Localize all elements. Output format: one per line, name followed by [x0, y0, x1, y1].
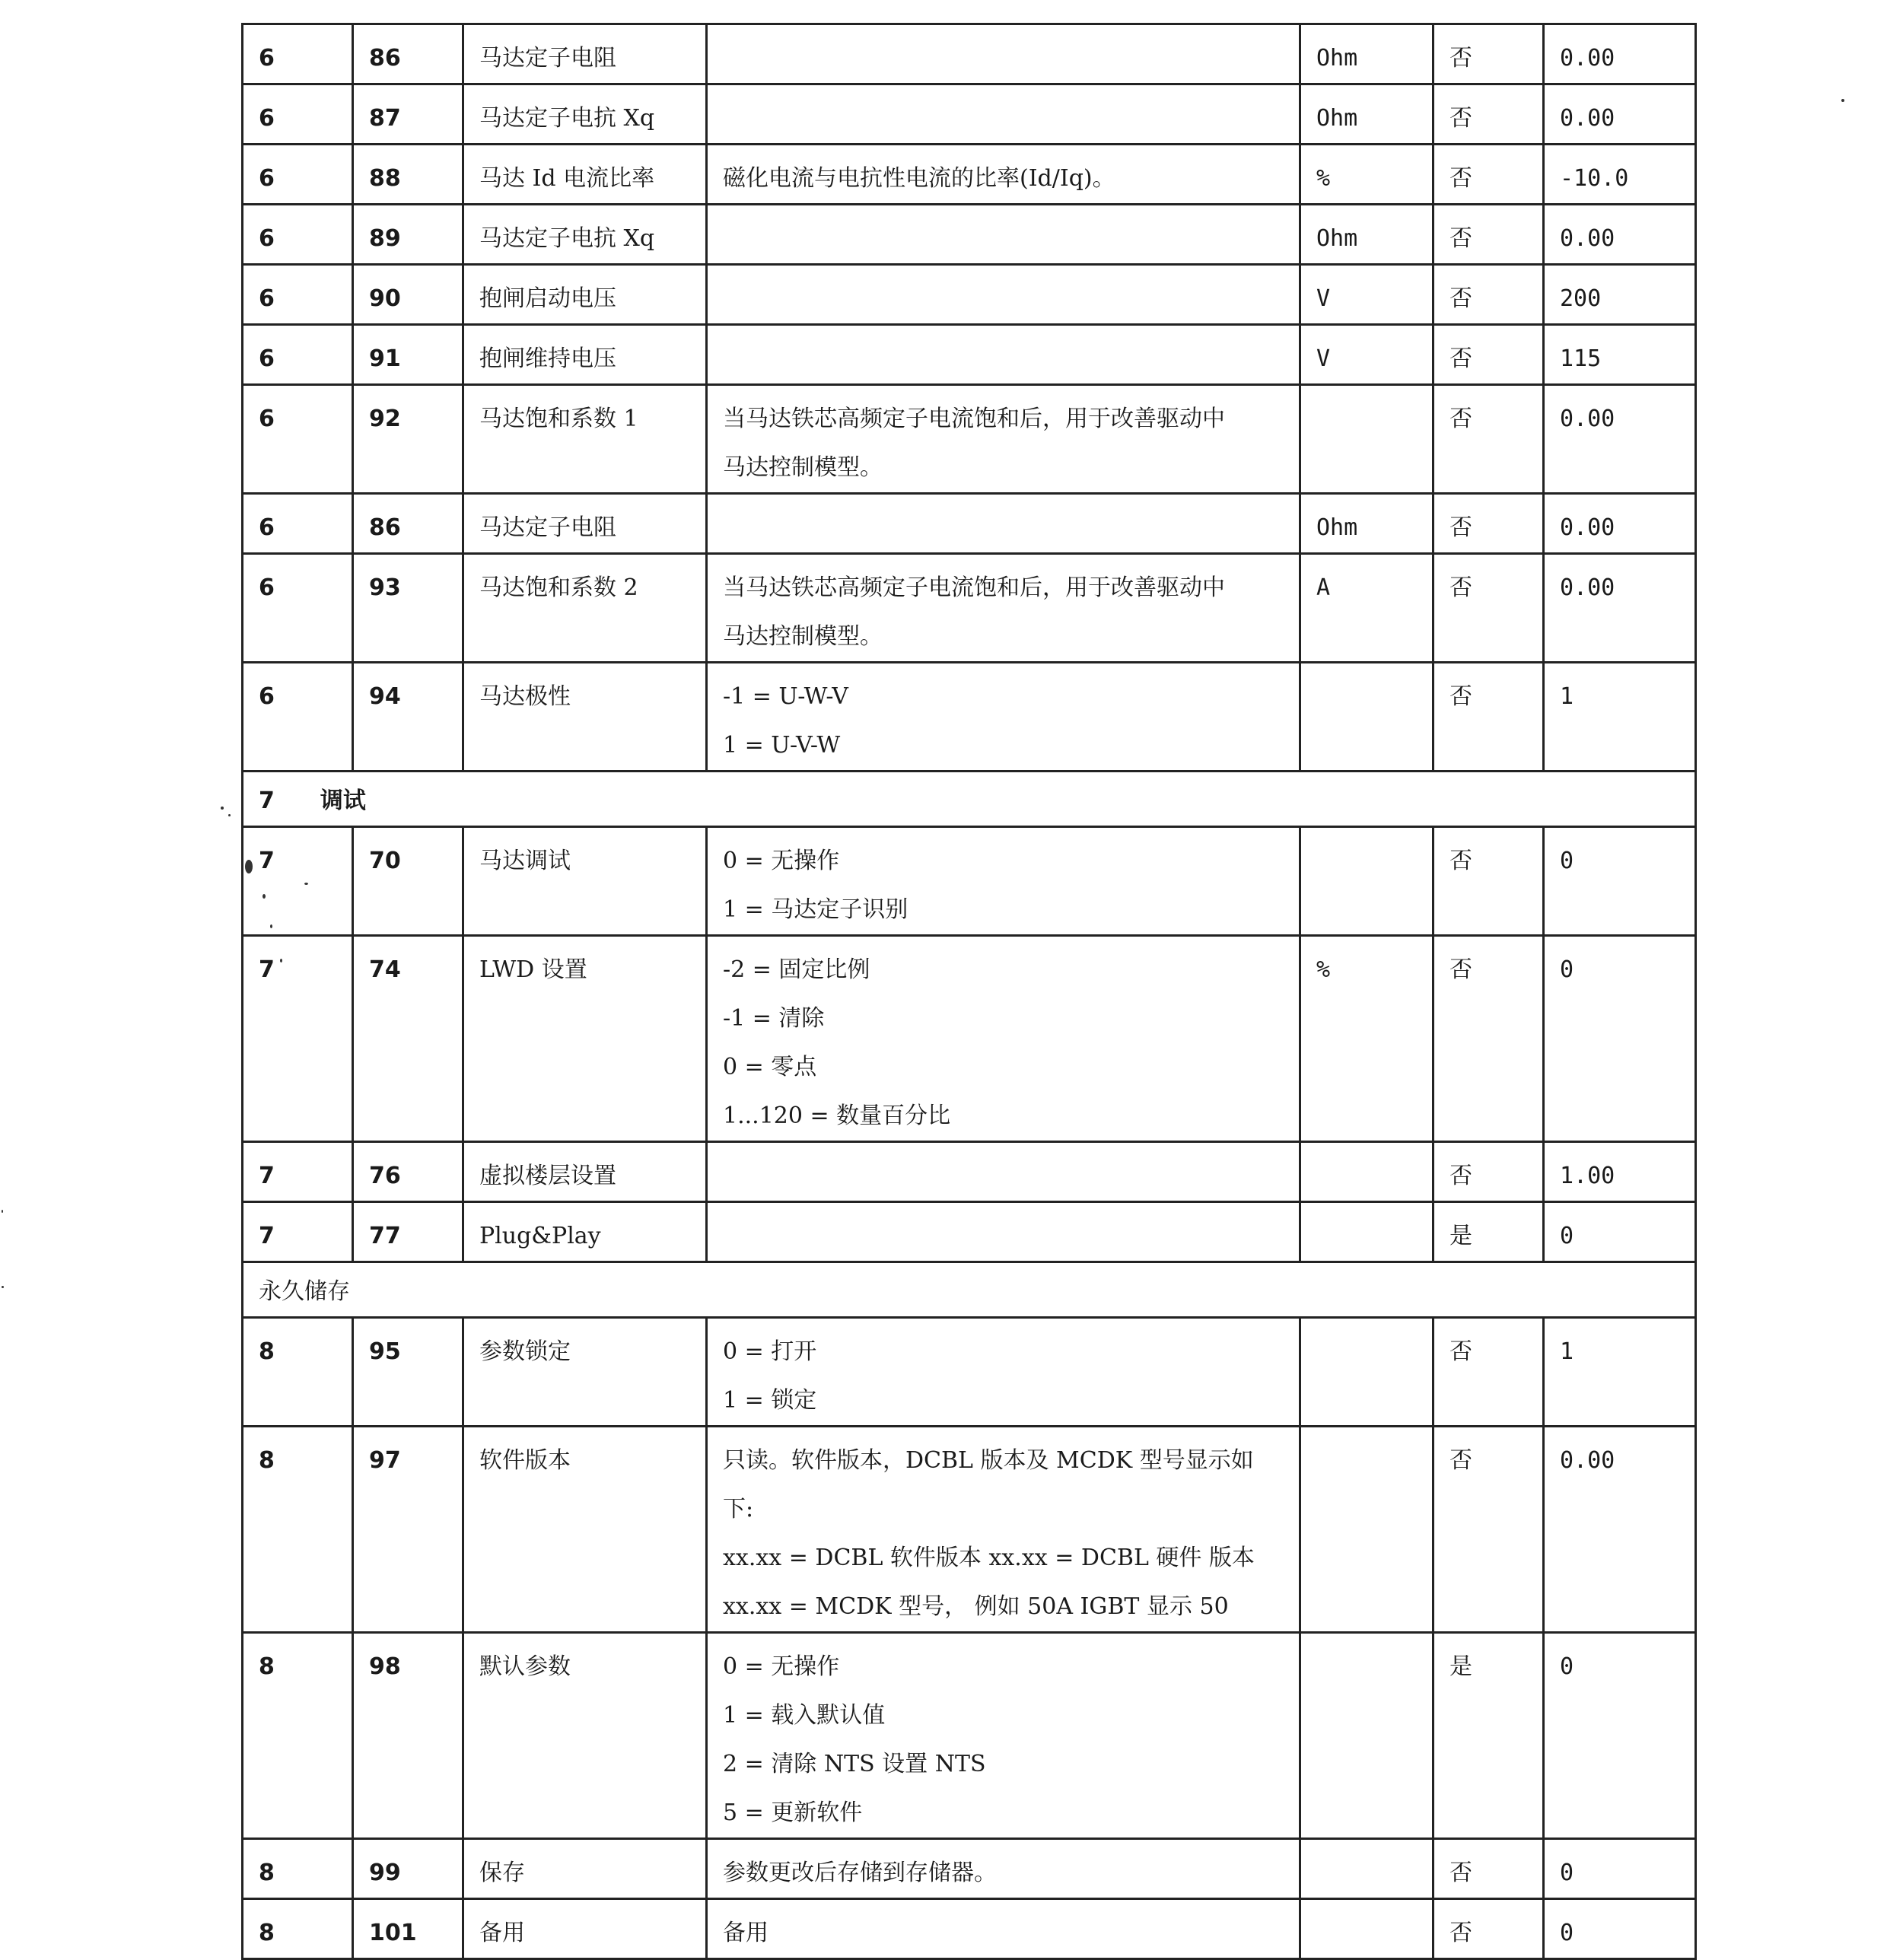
- description-line: 备用: [723, 1920, 768, 1946]
- default-value-cell: 0.00: [1544, 385, 1696, 494]
- parameter-number-cell: 99: [353, 1839, 463, 1899]
- description-line: 1 = 锁定: [723, 1387, 817, 1414]
- parameter-number-cell: 98: [353, 1633, 463, 1839]
- save-flag-cell: 否: [1434, 24, 1544, 84]
- parameter-number-cell: 94: [353, 663, 463, 772]
- table-row: [243, 84, 1696, 145]
- description-cell: [707, 663, 1300, 772]
- group-cell: 8: [243, 1427, 353, 1633]
- default-value-cell: 200: [1544, 265, 1696, 325]
- group-cell: 6: [243, 84, 353, 145]
- group-cell: 7: [243, 827, 353, 936]
- unit-cell: [1300, 663, 1434, 772]
- section-title: 永久储存: [259, 1278, 350, 1305]
- parameter-number-cell: 93: [353, 554, 463, 663]
- table-row: [243, 1839, 1696, 1899]
- description-cell: [707, 936, 1300, 1142]
- table-row: [243, 554, 1696, 663]
- parameter-number-cell: 89: [353, 205, 463, 265]
- description-line: 当马达铁芯高频定子电流饱和后，用于改善驱动中: [723, 574, 1225, 601]
- table-row: [243, 1142, 1696, 1202]
- parameter-number-cell: 74: [353, 936, 463, 1142]
- description-line: 马达控制模型。: [723, 623, 883, 650]
- unit-cell: [1300, 1142, 1434, 1202]
- unit-cell: A: [1300, 554, 1434, 663]
- save-flag-cell: 否: [1434, 385, 1544, 494]
- scan-speck: [2, 1210, 3, 1213]
- default-value-cell: 0: [1544, 1839, 1696, 1899]
- scan-speck: [221, 807, 224, 810]
- group-cell: 6: [243, 494, 353, 554]
- parameter-name-cell: 马达定子电抗 Xq: [463, 205, 707, 265]
- parameter-document: [241, 23, 1694, 1960]
- group-cell: 8: [243, 1633, 353, 1839]
- description-line: 0 = 无操作: [723, 848, 840, 874]
- parameter-name-cell: 备用: [463, 1899, 707, 1959]
- save-flag-cell: 否: [1434, 663, 1544, 772]
- scan-speck: [304, 883, 308, 885]
- description-cell: [707, 1633, 1300, 1839]
- group-cell: 8: [243, 1839, 353, 1899]
- default-value-cell: 0.00: [1544, 494, 1696, 554]
- table-row: [243, 24, 1696, 84]
- parameter-name-cell: 抱闸启动电压: [463, 265, 707, 325]
- unit-cell: [1300, 1839, 1434, 1899]
- default-value-cell: 1: [1544, 1318, 1696, 1427]
- default-value-cell: -10.0: [1544, 145, 1696, 205]
- description-cell: [707, 1202, 1300, 1262]
- parameter-number-cell: 92: [353, 385, 463, 494]
- table-row: [243, 1899, 1696, 1959]
- description-line: -2 = 固定比例: [723, 956, 870, 983]
- save-flag-cell: 否: [1434, 325, 1544, 385]
- group-cell: 6: [243, 145, 353, 205]
- parameter-name-cell: 抱闸维持电压: [463, 325, 707, 385]
- parameter-table: [241, 23, 1697, 1960]
- default-value-cell: 1: [1544, 663, 1696, 772]
- group-cell: 6: [243, 205, 353, 265]
- description-line: 1 = 载入默认值: [723, 1702, 886, 1729]
- unit-cell: [1300, 1202, 1434, 1262]
- scan-speck: [245, 860, 253, 873]
- save-flag-cell: 否: [1434, 145, 1544, 205]
- parameter-number-cell: 76: [353, 1142, 463, 1202]
- parameter-name-cell: 马达定子电阻: [463, 494, 707, 554]
- scan-speck: [2, 1286, 4, 1288]
- parameter-number-cell: 70: [353, 827, 463, 936]
- description-line: 2 = 清除 NTS 设置 NTS: [723, 1751, 986, 1777]
- unit-cell: V: [1300, 265, 1434, 325]
- save-flag-cell: 否: [1434, 827, 1544, 936]
- parameter-name-cell: LWD 设置: [463, 936, 707, 1142]
- default-value-cell: 0: [1544, 1633, 1696, 1839]
- group-cell: 7: [243, 1142, 353, 1202]
- parameter-number-cell: 86: [353, 494, 463, 554]
- table-row: [243, 205, 1696, 265]
- description-cell: [707, 84, 1300, 145]
- save-flag-cell: 否: [1434, 554, 1544, 663]
- save-flag-cell: 否: [1434, 494, 1544, 554]
- description-line: 磁化电流与电抗性电流的比率(Id/Iq)。: [723, 165, 1115, 192]
- scan-speck: [1841, 99, 1844, 102]
- default-value-cell: 0.00: [1544, 1427, 1696, 1633]
- table-row: [243, 385, 1696, 494]
- parameter-number-cell: 77: [353, 1202, 463, 1262]
- parameter-number-cell: 95: [353, 1318, 463, 1427]
- save-flag-cell: 否: [1434, 1839, 1544, 1899]
- description-line: xx.xx = DCBL 软件版本 xx.xx = DCBL 硬件 版本: [723, 1545, 1255, 1571]
- group-cell: 6: [243, 325, 353, 385]
- unit-cell: Ohm: [1300, 205, 1434, 265]
- table-row: [243, 1633, 1696, 1839]
- parameter-name-cell: 马达定子电抗 Xq: [463, 84, 707, 145]
- table-row: [243, 265, 1696, 325]
- description-line: 1...120 = 数量百分比: [723, 1102, 951, 1129]
- unit-cell: [1300, 1899, 1434, 1959]
- description-cell: [707, 325, 1300, 385]
- description-cell: [707, 1839, 1300, 1899]
- save-flag-cell: 否: [1434, 1899, 1544, 1959]
- section-heading: [243, 1262, 1696, 1318]
- group-cell: 7: [243, 936, 353, 1142]
- unit-cell: V: [1300, 325, 1434, 385]
- group-cell: 6: [243, 554, 353, 663]
- group-cell: 7: [243, 1202, 353, 1262]
- table-row: [243, 936, 1696, 1142]
- default-value-cell: 0: [1544, 1202, 1696, 1262]
- unit-cell: [1300, 827, 1434, 936]
- description-cell: [707, 145, 1300, 205]
- description-cell: [707, 1427, 1300, 1633]
- save-flag-cell: 否: [1434, 265, 1544, 325]
- table-row: [243, 494, 1696, 554]
- parameter-name-cell: 马达极性: [463, 663, 707, 772]
- section-heading: [243, 772, 1696, 827]
- default-value-cell: 0: [1544, 1899, 1696, 1959]
- description-line: 1 = 马达定子识别: [723, 896, 908, 923]
- unit-cell: Ohm: [1300, 24, 1434, 84]
- save-flag-cell: 否: [1434, 205, 1544, 265]
- description-cell: [707, 1899, 1300, 1959]
- description-line: -1 = 清除: [723, 1005, 825, 1032]
- default-value-cell: 0.00: [1544, 84, 1696, 145]
- description-cell: [707, 1142, 1300, 1202]
- unit-cell: %: [1300, 145, 1434, 205]
- description-line: 参数更改后存储到存储器。: [723, 1860, 997, 1886]
- description-line: 0 = 无操作: [723, 1653, 840, 1680]
- scan-speck: [280, 959, 282, 963]
- save-flag-cell: 是: [1434, 1202, 1544, 1262]
- parameter-name-cell: 默认参数: [463, 1633, 707, 1839]
- group-cell: 8: [243, 1318, 353, 1427]
- default-value-cell: 0: [1544, 936, 1696, 1142]
- description-cell: [707, 827, 1300, 936]
- description-cell: [707, 24, 1300, 84]
- description-cell: [707, 265, 1300, 325]
- table-row: [243, 325, 1696, 385]
- parameter-table-body: [243, 24, 1696, 1959]
- unit-cell: [1300, 385, 1434, 494]
- description-line: 0 = 零点: [723, 1054, 817, 1080]
- description-line: 只读。软件版本，DCBL 版本及 MCDK 型号显示如下:: [723, 1447, 1254, 1522]
- section-title: 调试: [320, 788, 366, 814]
- table-row: [243, 1427, 1696, 1633]
- parameter-number-cell: 87: [353, 84, 463, 145]
- parameter-name-cell: 保存: [463, 1839, 707, 1899]
- parameter-name-cell: 软件版本: [463, 1427, 707, 1633]
- unit-cell: [1300, 1633, 1434, 1839]
- parameter-name-cell: 虚拟楼层设置: [463, 1142, 707, 1202]
- group-cell: 6: [243, 265, 353, 325]
- section-row: [243, 772, 1696, 827]
- default-value-cell: 0.00: [1544, 24, 1696, 84]
- parameter-name-cell: 马达定子电阻: [463, 24, 707, 84]
- group-cell: 6: [243, 385, 353, 494]
- parameter-number-cell: 91: [353, 325, 463, 385]
- save-flag-cell: 否: [1434, 936, 1544, 1142]
- default-value-cell: 0.00: [1544, 205, 1696, 265]
- description-line: 当马达铁芯高频定子电流饱和后，用于改善驱动中: [723, 406, 1225, 432]
- section-number: 7: [259, 788, 275, 814]
- save-flag-cell: 否: [1434, 84, 1544, 145]
- parameter-name-cell: 马达饱和系数 1: [463, 385, 707, 494]
- parameter-name-cell: Plug&Play: [463, 1202, 707, 1262]
- table-row: [243, 1318, 1696, 1427]
- scan-speck: [263, 894, 266, 899]
- parameter-number-cell: 88: [353, 145, 463, 205]
- description-cell: [707, 1318, 1300, 1427]
- parameter-name-cell: 马达 Id 电流比率: [463, 145, 707, 205]
- description-cell: [707, 554, 1300, 663]
- group-cell: 8: [243, 1899, 353, 1959]
- description-cell: [707, 494, 1300, 554]
- description-line: xx.xx = MCDK 型号， 例如 50A IGBT 显示 50: [723, 1593, 1229, 1620]
- description-cell: [707, 385, 1300, 494]
- save-flag-cell: 否: [1434, 1318, 1544, 1427]
- unit-cell: Ohm: [1300, 494, 1434, 554]
- default-value-cell: 0: [1544, 827, 1696, 936]
- unit-cell: [1300, 1427, 1434, 1633]
- scan-speck: [228, 814, 231, 816]
- table-row: [243, 827, 1696, 936]
- description-line: 马达控制模型。: [723, 454, 883, 481]
- unit-cell: [1300, 1318, 1434, 1427]
- unit-cell: Ohm: [1300, 84, 1434, 145]
- parameter-name-cell: 马达饱和系数 2: [463, 554, 707, 663]
- group-cell: 6: [243, 24, 353, 84]
- save-flag-cell: 否: [1434, 1427, 1544, 1633]
- description-line: 5 = 更新软件: [723, 1799, 863, 1826]
- save-flag-cell: 是: [1434, 1633, 1544, 1839]
- unit-cell: %: [1300, 936, 1434, 1142]
- default-value-cell: 0.00: [1544, 554, 1696, 663]
- table-row: [243, 1202, 1696, 1262]
- parameter-number-cell: 97: [353, 1427, 463, 1633]
- parameter-number-cell: 86: [353, 24, 463, 84]
- parameter-number-cell: 101: [353, 1899, 463, 1959]
- group-cell: 6: [243, 663, 353, 772]
- default-value-cell: 1.00: [1544, 1142, 1696, 1202]
- scan-speck: [270, 924, 272, 928]
- table-row: [243, 145, 1696, 205]
- description-line: 0 = 打开: [723, 1338, 817, 1365]
- parameter-name-cell: 马达调试: [463, 827, 707, 936]
- section-row: [243, 1262, 1696, 1318]
- description-line: 1 = U-V-W: [723, 732, 841, 759]
- description-line: -1 = U-W-V: [723, 683, 848, 710]
- save-flag-cell: 否: [1434, 1142, 1544, 1202]
- default-value-cell: 115: [1544, 325, 1696, 385]
- description-cell: [707, 205, 1300, 265]
- parameter-name-cell: 参数锁定: [463, 1318, 707, 1427]
- parameter-number-cell: 90: [353, 265, 463, 325]
- table-row: [243, 663, 1696, 772]
